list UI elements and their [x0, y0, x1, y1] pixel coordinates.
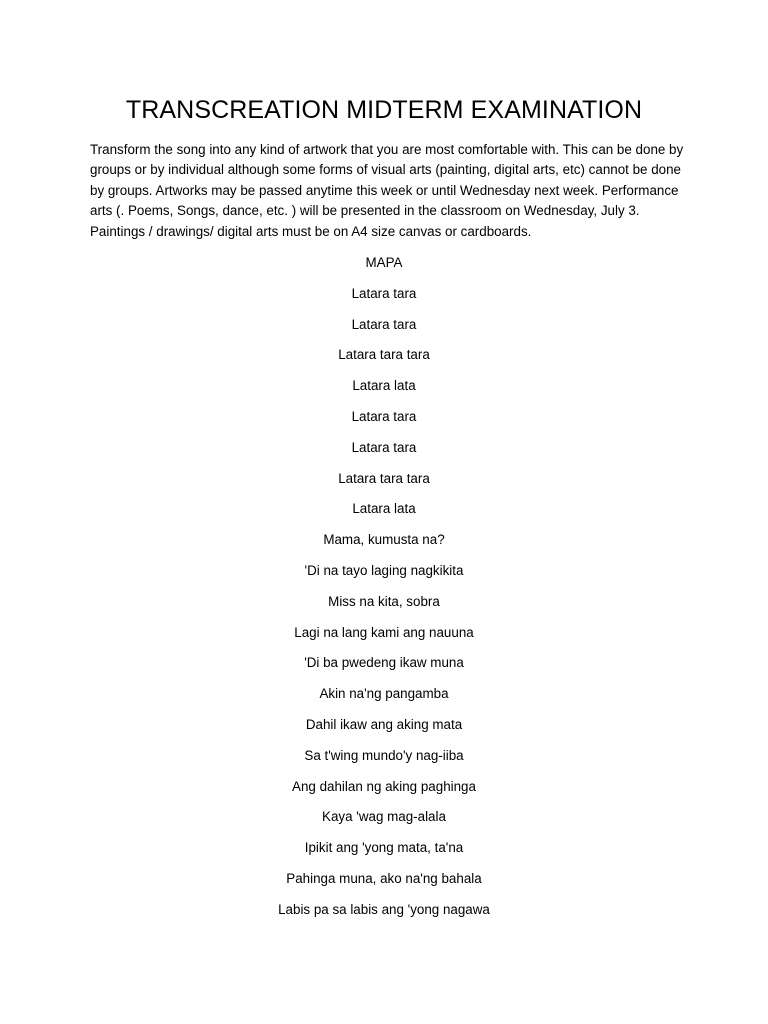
song-title: MAPA: [365, 255, 403, 270]
lyric-line: Latara tara: [351, 285, 417, 301]
lyric-line: Latara lata: [352, 378, 416, 394]
lyric-line: Sa t'wing mundo'y nag-iiba: [304, 747, 464, 763]
lyric-line: Latara tara tara: [338, 470, 430, 486]
lyric-line: Kaya 'wag mag-alala: [322, 809, 446, 825]
lyric-line: Mama, kumusta na?: [323, 532, 445, 548]
lyric-line: Ang dahilan ng aking paghinga: [292, 778, 476, 794]
lyric-line: 'Di na tayo laging nagkikita: [304, 562, 464, 578]
instructions-paragraph: Transform the song into any kind of artwork that you are most comfortable with. This can be done by groups or by individual although some forms of visual arts (painting, digital arts, etc) cannot be done by groups. Artworks may be passed anytime this week or until Wednesday next week. Performance arts (. Poems, Songs, dance, etc. ) will be presented in the classroom on Wednesday, July 3. Paintings / drawings/ digital arts must be on A4 size canvas or cardboards.: [90, 142, 684, 239]
lyric-line: 'Di ba pwedeng ikaw muna: [304, 655, 464, 671]
lyric-line: Latara tara: [351, 439, 417, 455]
lyric-line: Latara tara tara: [338, 347, 430, 363]
lyric-line: Miss na kita, sobra: [328, 593, 440, 609]
lyric-line: Lagi na lang kami ang nauuna: [294, 624, 474, 640]
document-title: TRANSCREATION MIDTERM EXAMINATION: [125, 96, 643, 124]
lyric-line: Akin na'ng pangamba: [319, 686, 449, 702]
lyric-line: Latara tara: [351, 408, 417, 424]
lyric-line: Pahinga muna, ako na'ng bahala: [286, 870, 482, 886]
lyric-line: Labis pa sa labis ang 'yong nagawa: [278, 901, 490, 917]
lyric-line: Ipikit ang 'yong mata, ta'na: [304, 840, 464, 856]
song-lyrics: [0, 253, 768, 931]
lyric-line: Dahil ikaw ang aking mata: [305, 716, 463, 732]
lyric-line: Latara tara: [351, 316, 417, 332]
lyric-line: Latara lata: [352, 501, 416, 517]
